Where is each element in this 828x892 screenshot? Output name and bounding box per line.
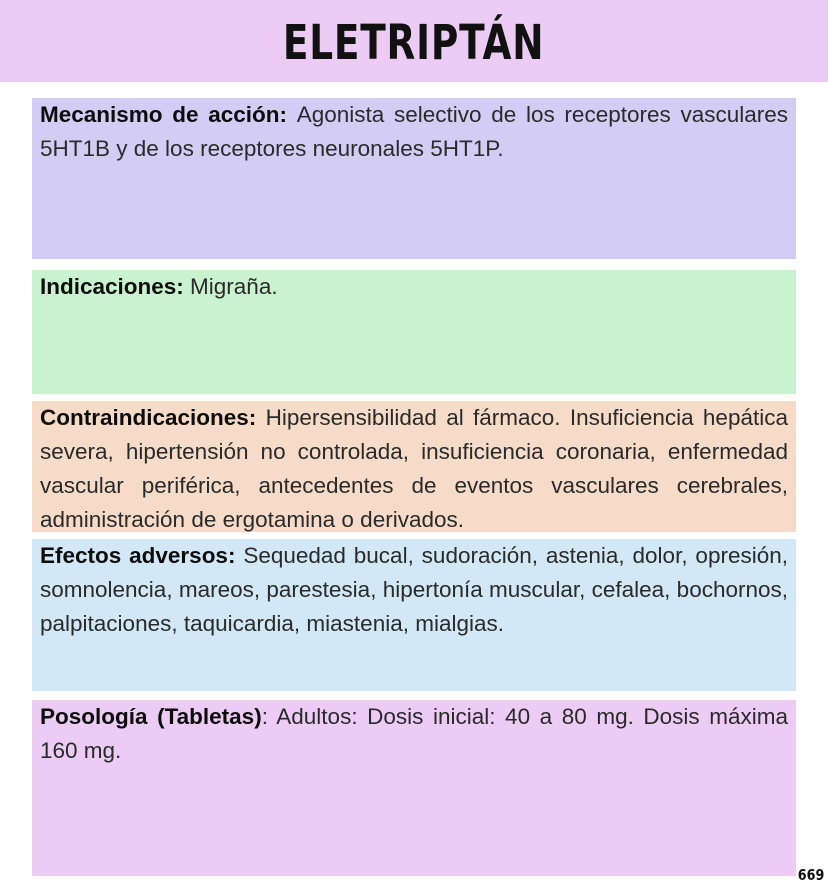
section-mecanismo [32, 98, 796, 259]
page-number: 669 [797, 866, 824, 884]
section-efectos-adversos [32, 539, 796, 691]
indicaciones-label: Indicaciones: [40, 274, 191, 299]
page-title: ELETRIPTÁN [283, 15, 545, 71]
efectos-label: Efectos adversos: [40, 543, 244, 568]
posologia-label: Posología (Tabletas) [40, 704, 262, 729]
section-contraindicaciones [32, 401, 796, 532]
mecanismo-label: Mecanismo de acción: [40, 102, 297, 127]
posologia-text: : Adultos: Dosis inicial: 40 a 80 mg. Dosis máxima 160 mg. [40, 704, 788, 763]
section-posologia [32, 700, 796, 876]
efectos-text: Sequedad bucal, sudoración, astenia, dolor, opresión, somnolencia, mareos, parestesia, hipertonía muscular, cefalea, bochornos, palpitaciones, taquicardia, miastenia, mialgias. [40, 543, 788, 636]
mecanismo-text: Agonista selectivo de los receptores vasculares 5HT1B y de los receptores neuronales 5HT1P. [40, 102, 788, 161]
contraindicaciones-label: Contraindicaciones: [40, 405, 266, 430]
contraindicaciones-text: Hipersensibilidad al fármaco. Insuficiencia hepática severa, hipertensión no controlada, insuficiencia coronaria, enfermedad vascular periférica, antecedentes de eventos vasculares cerebrales, administración de ergotamina o derivados. [40, 405, 788, 532]
title-banner [0, 0, 828, 82]
indicaciones-text: Migraña. [190, 274, 278, 299]
section-indicaciones [32, 270, 796, 394]
